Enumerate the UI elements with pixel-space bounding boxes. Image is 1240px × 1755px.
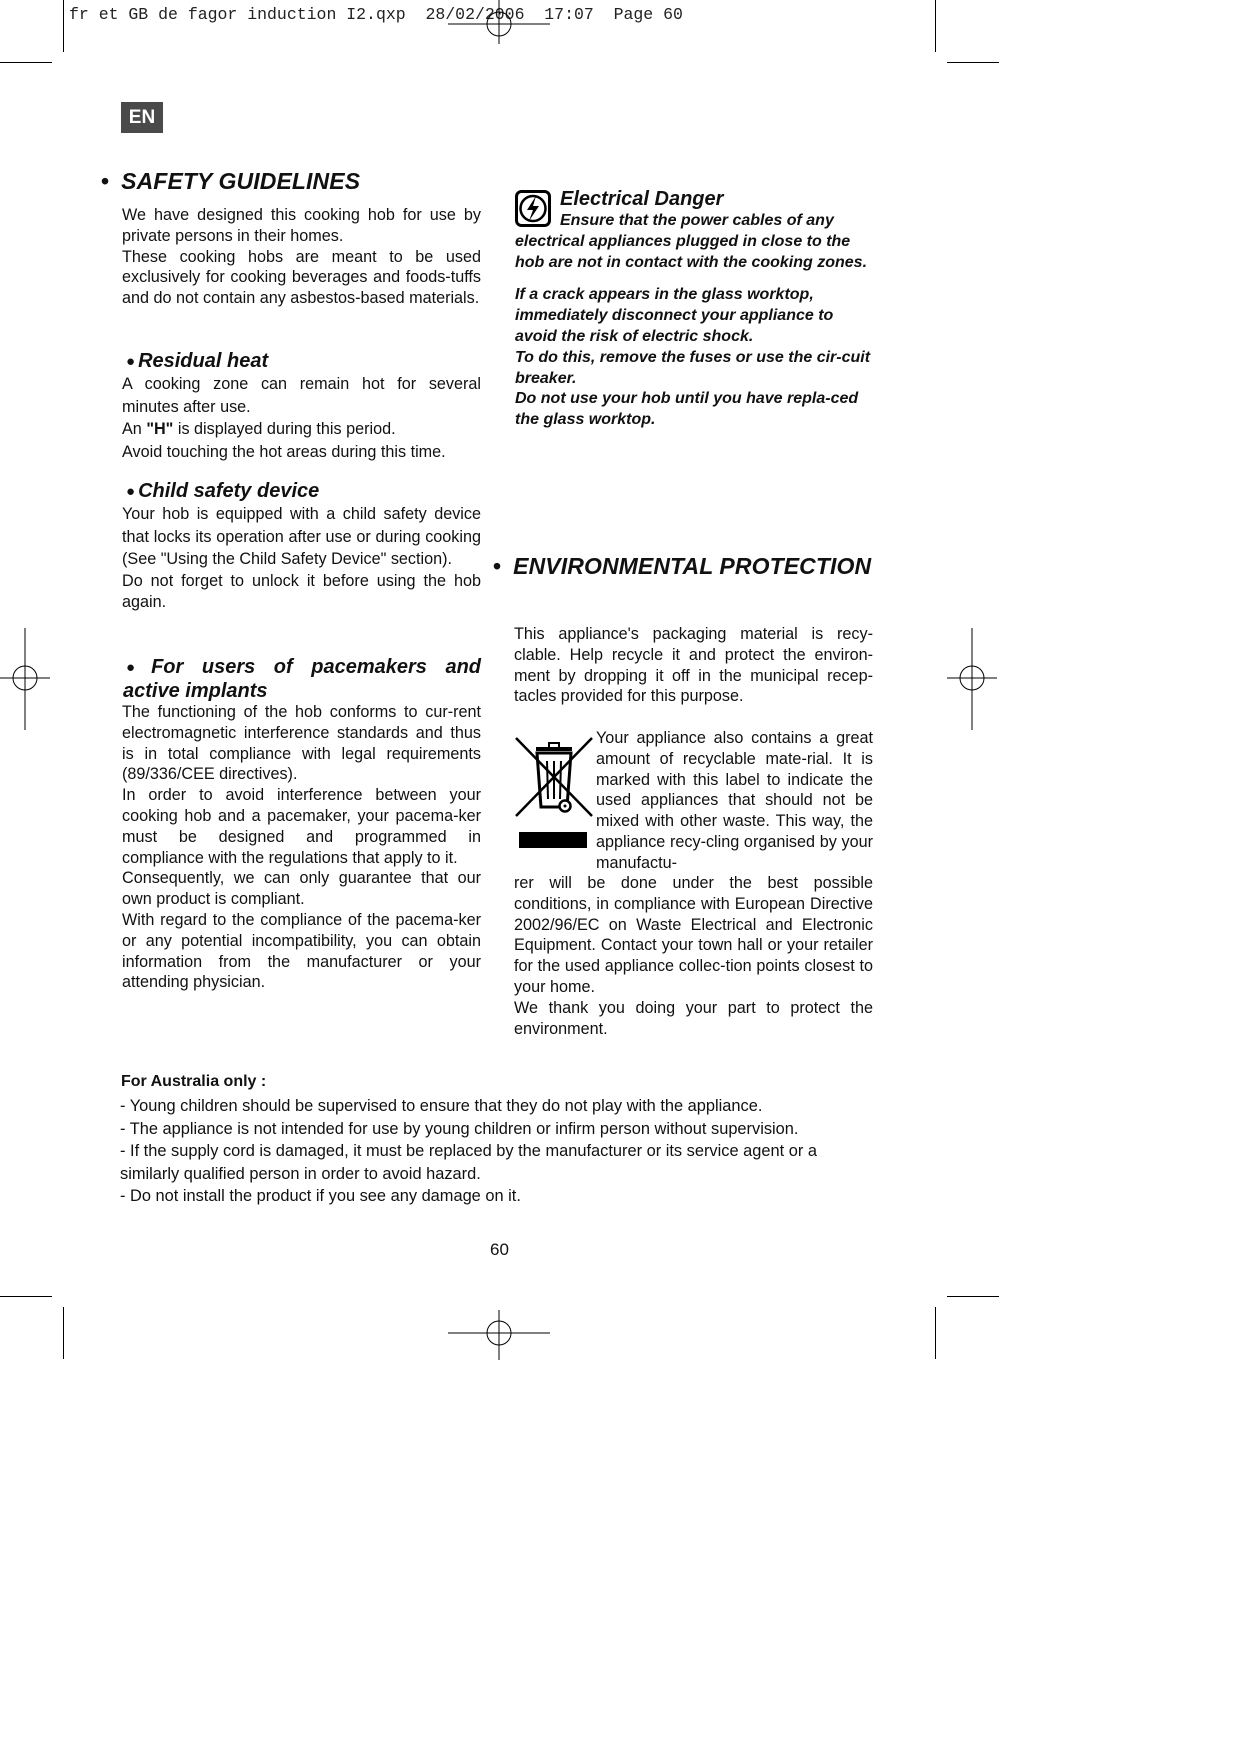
crop-mark: [947, 1296, 999, 1297]
safety-guidelines-heading: [101, 168, 360, 195]
bullet-dot: ●: [126, 353, 136, 370]
crop-mark: [63, 0, 64, 52]
list-item: - Young children should be supervised to ensure that they do not play with the appliance.: [120, 1097, 763, 1115]
crossed-out-wheelie-bin-icon: [514, 734, 594, 852]
warning-line: Ensure that the power cables of any: [560, 212, 834, 229]
list-item: - The appliance is not intended for use by young children or infirm person without supervision.: [120, 1119, 799, 1138]
environment-weee-text-beside: [596, 728, 873, 874]
paragraph: These cooking hobs are meant to be used exclusively for cooking beverages and foods-tuffs and do not contain any asbestos-based materials.: [122, 247, 481, 308]
paragraph: We have designed this cooking hob for use by private persons in their homes.: [122, 206, 481, 245]
paragraph: Your hob is equipped with a child safety device that locks its operation after use or during cooking (See "Using the Child Safety Device" section).: [122, 505, 481, 569]
australia-notes: [120, 1095, 880, 1208]
list-item: - Do not install the product if you see any damage on it.: [120, 1187, 521, 1205]
heading-text: Residual heat: [138, 350, 269, 372]
pacemakers-text: [122, 702, 481, 993]
paragraph: In order to avoid interference between your cooking hob and a pacemaker, your pacema-ker must be designed and programmed in compliance with the regulations that apply to it.: [122, 786, 481, 867]
paragraph: With regard to the compliance of the pacema-ker or any potential incompatibility, you can obtain information from the manufacturer or your attending physician.: [122, 910, 481, 992]
printer-slug: fr et GB de fagor induction I2.qxp 28/02/2006 17:07 Page 60: [69, 5, 683, 24]
list-item: - If the supply cord is damaged, it must be replaced by the manufacturer or its service agent or a similarly qualified person in order to avoid hazard.: [120, 1142, 817, 1183]
text-part: An: [122, 420, 147, 439]
electrical-danger-warning: [515, 211, 875, 431]
paragraph: A cooking zone can remain hot for several minutes after use.: [122, 375, 481, 416]
paragraph: rer will be done under the best possible conditions, in compliance with European Directive 2002/96/EC on Waste Electrical and Electronic Equipment. Contact your town hall or your retailer for the used appliance collec-tion points closest to your home.: [514, 874, 873, 996]
warning-text: Do not use your hob until you have repla-ced the glass worktop.: [515, 390, 859, 429]
warning-text: electrical appliances plugged in close to the hob are not in contact with the cooking zones.: [515, 232, 868, 271]
crop-mark: [63, 1307, 64, 1359]
paragraph: Avoid touching the hot areas during this time.: [122, 442, 446, 461]
language-badge: EN: [121, 102, 163, 133]
paragraph: Your appliance also contains a great amount of recyclable mate-rial. It is marked with this label to indicate the used appliances that should not be mixed with other waste. This way, the appliance recy-cling organised by your manufactu-: [596, 729, 873, 872]
bullet-dot: ●: [126, 483, 136, 500]
paragraph: This appliance's packaging material is recy-clable. Help recycle it and protect the environ-ment by dropping it off in the municipal recep-tacles provided for this purpose.: [514, 625, 873, 706]
heading-text: Electrical Danger: [560, 188, 724, 210]
safety-intro: [122, 205, 481, 309]
residual-heat-heading: [126, 350, 268, 373]
page-number: 60: [490, 1240, 509, 1259]
warning-text: If a crack appears in the glass worktop, immediately disconnect your appliance to avoid the risk of electric shock.: [515, 286, 834, 345]
warning-text: To do this, remove the fuses or use the cir-cuit breaker.: [515, 348, 871, 387]
heading-bullet: •: [493, 553, 502, 579]
text-part: is displayed during this period.: [173, 420, 396, 439]
paragraph: [122, 418, 481, 441]
pacemakers-heading: [123, 656, 482, 703]
residual-heat-text: [122, 373, 481, 463]
h-symbol: "H": [146, 420, 174, 439]
heading-text: SAFETY GUIDELINES: [121, 168, 361, 194]
crop-mark: [947, 62, 999, 63]
heading-text: For users of pacemakers and: [151, 656, 482, 678]
heading-bullet: •: [101, 168, 110, 194]
crop-mark: [0, 1296, 52, 1297]
registration-mark-bottom: [448, 1310, 550, 1360]
paragraph: We thank you doing your part to protect the environment.: [514, 998, 873, 1038]
registration-mark-top: [448, 0, 550, 44]
environment-packaging-text: [514, 624, 873, 707]
bullet-dot: ●: [126, 659, 149, 676]
environment-weee-text: [514, 873, 873, 1039]
child-safety-text: [122, 503, 481, 612]
registration-mark-right: [947, 628, 997, 730]
australia-heading: For Australia only :: [121, 1073, 267, 1090]
heading-text: ENVIRONMENTAL PROTECTION: [513, 553, 872, 579]
paragraph: The functioning of the hob conforms to cur-rent electromagnetic interference standards and thus is in total compliance with legal requirements (89/336/CEE directives).: [122, 703, 481, 784]
paragraph: Do not forget to unlock it before using the hob again.: [122, 571, 481, 611]
crop-mark: [935, 0, 936, 52]
crop-mark: [935, 1307, 936, 1359]
heading-text: Child safety device: [138, 480, 320, 502]
paragraph: Consequently, we can only guarantee that our own product is compliant.: [122, 869, 481, 909]
environmental-protection-heading: [493, 553, 871, 580]
registration-mark-left: [0, 628, 50, 730]
crop-mark: [0, 62, 52, 63]
heading-text: active implants: [123, 680, 268, 702]
child-safety-heading: [126, 480, 319, 503]
electrical-danger-heading: [560, 188, 723, 211]
